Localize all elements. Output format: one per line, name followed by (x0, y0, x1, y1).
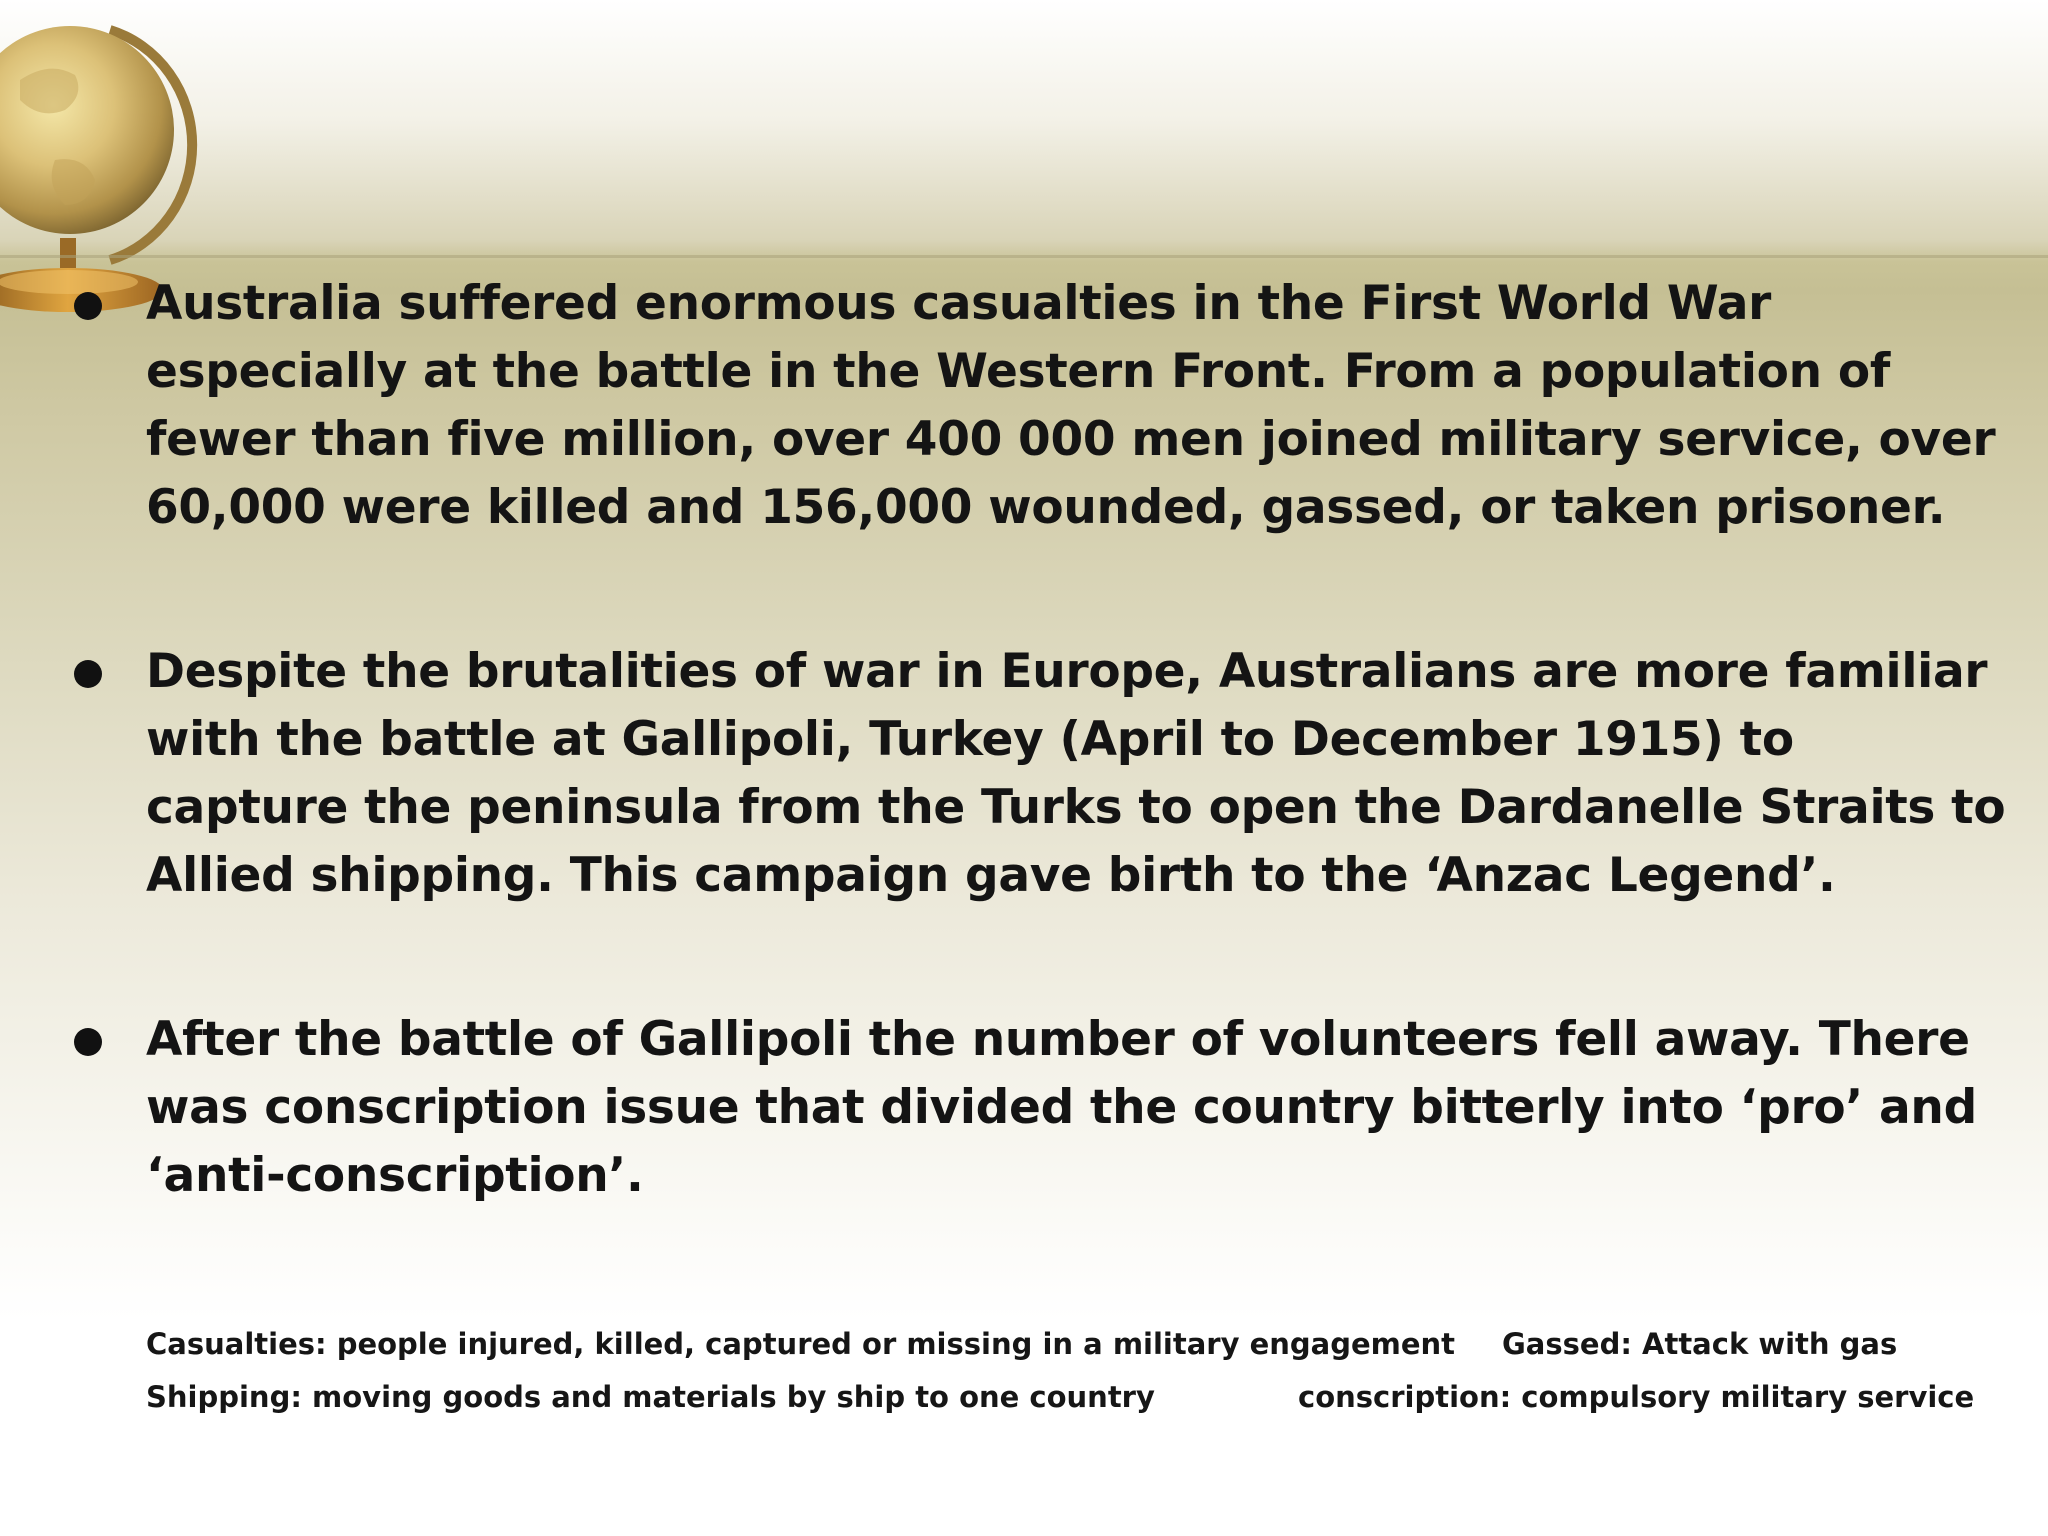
bullet-item (70, 1006, 2010, 1210)
bullet-item (70, 638, 2010, 910)
glossary-shipping: Shipping: moving goods and materials by ship to one country (146, 1380, 1155, 1414)
header-divider (0, 255, 2048, 258)
bullet-item (70, 270, 2010, 542)
bullet-text: After the battle of Gallipoli the number of volunteers fell away. There was conscription issue that divided the country bitterly into ‘pro’ and ‘anti-conscription’. (146, 1012, 1977, 1203)
glossary-row (146, 1318, 1966, 1371)
bullet-dot-icon (74, 292, 102, 320)
glossary-casualties: Casualties: people injured, killed, captured or missing in a military engagement (146, 1327, 1456, 1361)
glossary-row (146, 1371, 1975, 1424)
glossary (146, 1318, 1975, 1424)
glossary-gassed: Gassed: Attack with gas (1502, 1327, 1898, 1361)
bullet-text: Despite the brutalities of war in Europe, Australians are more familiar with the battle at Gallipoli, Turkey (April to December 1915) to capture the peninsula from the Turks to open the Dardanelle Straits to Allied shipping. This campaign gave birth to the ‘Anzac Legend’. (146, 644, 2006, 903)
bullet-dot-icon (74, 660, 102, 688)
bullet-dot-icon (74, 1028, 102, 1056)
bullet-text: Australia suffered enormous casualties in the First World War especially at the battle in the Western Front. From a population of fewer than five million, over 400 000 men joined military service, over 60,000 were killed and 156,000 wounded, gassed, or taken prisoner. (146, 276, 1996, 535)
bullet-list (70, 270, 2010, 1210)
glossary-conscription: conscription: compulsory military service (1298, 1380, 1975, 1414)
